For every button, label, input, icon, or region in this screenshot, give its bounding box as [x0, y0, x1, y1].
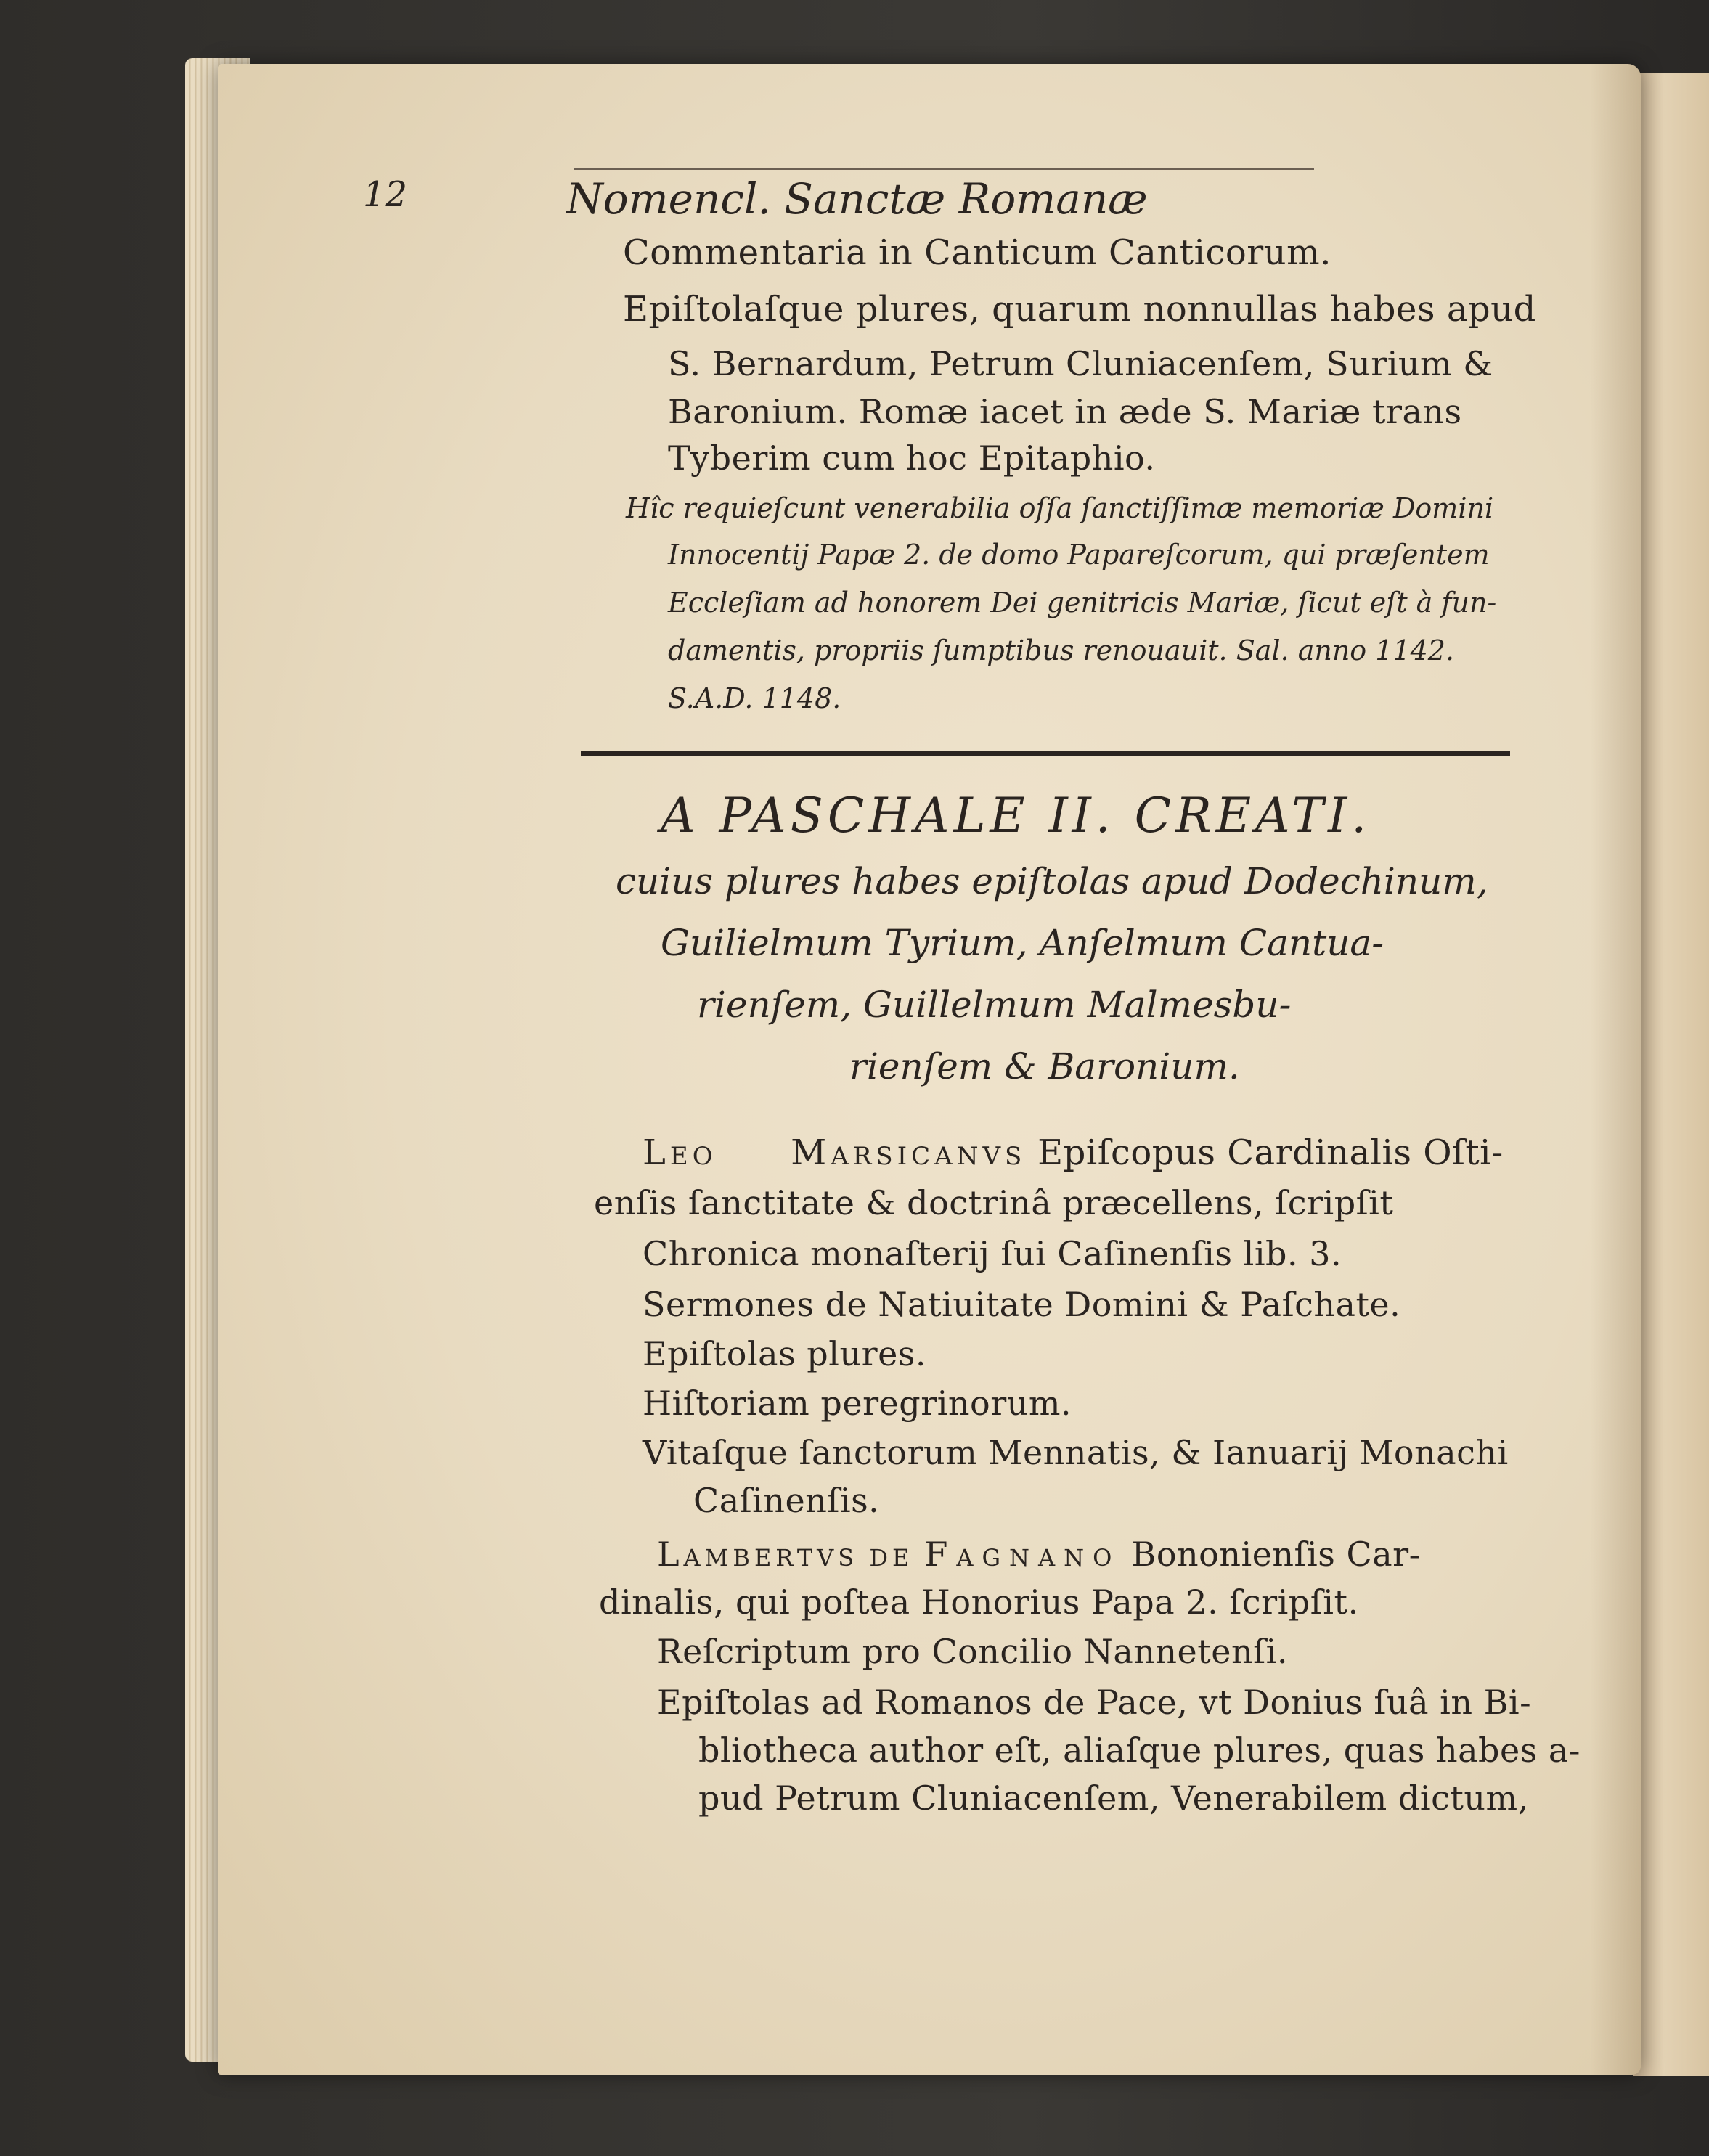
- text-line: Epiſtolaſque plures, quarum nonnullas habes apud: [623, 289, 1536, 330]
- text-line: Caſinenſis.: [693, 1481, 880, 1520]
- section-title: A PASCHALE II. CREATI.: [661, 788, 1371, 844]
- text-line: Hiſtoriam peregrinorum.: [643, 1384, 1072, 1423]
- entry-text: Epiſcopus Cardinalis Oſti-: [1037, 1132, 1504, 1173]
- gutter-shadow: [1590, 64, 1641, 2075]
- epitaph-line: Eccleſiam ad honorem Dei genitricis Mariæ, ſicut eſt à fun-: [668, 587, 1497, 618]
- text-line: pud Petrum Cluniacenſem, Venerabilem dictum,: [698, 1779, 1529, 1818]
- text-line: enſis ſanctitate & doctrinâ præcellens, ſcripſit: [594, 1183, 1394, 1222]
- text-line: Vitaſque ſanctorum Mennatis, & Ianuarij Monachi: [643, 1433, 1509, 1472]
- text-line: Sermones de Natiuitate Domini & Paſchate.: [643, 1285, 1401, 1324]
- next-page-edge: [1633, 73, 1709, 2076]
- text-line: dinalis, qui poſtea Honorius Papa 2. ſcripſit.: [599, 1583, 1359, 1622]
- text-line: bliotheca author eſt, aliaſque plures, quas habes a-: [698, 1731, 1580, 1770]
- text-line: S. Bernardum, Petrum Cluniacenſem, Surium &: [668, 344, 1493, 383]
- section-divider: [581, 751, 1510, 756]
- header-rule: [574, 168, 1314, 170]
- page-number: 12: [363, 174, 408, 215]
- section-subtitle-line: cuius plures habes epiſtolas apud Dodechinum,: [616, 860, 1488, 902]
- epitaph-line: Hîc requieſcunt venerabilia oſſa ſanctiſſimæ memoriæ Domini: [626, 492, 1494, 524]
- text-line: Tyberim cum hoc Epitaphio.: [668, 438, 1156, 478]
- author-name: Marsicanvs: [791, 1132, 1027, 1173]
- entry-text: Bononienſis Car-: [1131, 1535, 1421, 1574]
- text-line: Reſcriptum pro Concilio Nannetenſi.: [657, 1632, 1288, 1671]
- section-subtitle-line: rienſem, Guillelmum Malmesbu-: [697, 984, 1292, 1026]
- text-line: Chronica monaſterij ſui Caſinenſis lib. 3.: [643, 1234, 1342, 1273]
- author-name: Lambertvs: [657, 1535, 859, 1574]
- author-name: Leo: [643, 1132, 717, 1173]
- text-line: Epiſtolas ad Romanos de Pace, vt Donius ſuâ in Bi-: [657, 1683, 1532, 1722]
- entry-heading-line: [657, 1535, 1421, 1574]
- text-line: Baronium. Romæ iacet in æde S. Mariæ trans: [668, 392, 1462, 431]
- section-subtitle-line: rienſem & Baronium.: [849, 1045, 1240, 1087]
- section-subtitle-line: Guilielmum Tyrium, Anſelmum Cantua-: [661, 922, 1384, 964]
- epitaph-line: S.A.D. 1148.: [668, 682, 841, 714]
- epitaph-line: damentis, propriis ſumptibus renouauit. Sal. anno 1142.: [668, 634, 1455, 666]
- text-line: Epiſtolas plures.: [643, 1334, 927, 1373]
- running-title: Nomencl. Sanctæ Romanæ: [566, 174, 1148, 224]
- epitaph-line: Innocentij Papæ 2. de domo Papareſcorum, qui præſentem: [668, 539, 1490, 571]
- entry-heading-line: [643, 1132, 1504, 1173]
- author-name: Fagnano: [924, 1535, 1121, 1574]
- text-line: Commentaria in Canticum Canticorum.: [623, 232, 1331, 273]
- author-name-particle: de: [869, 1535, 914, 1574]
